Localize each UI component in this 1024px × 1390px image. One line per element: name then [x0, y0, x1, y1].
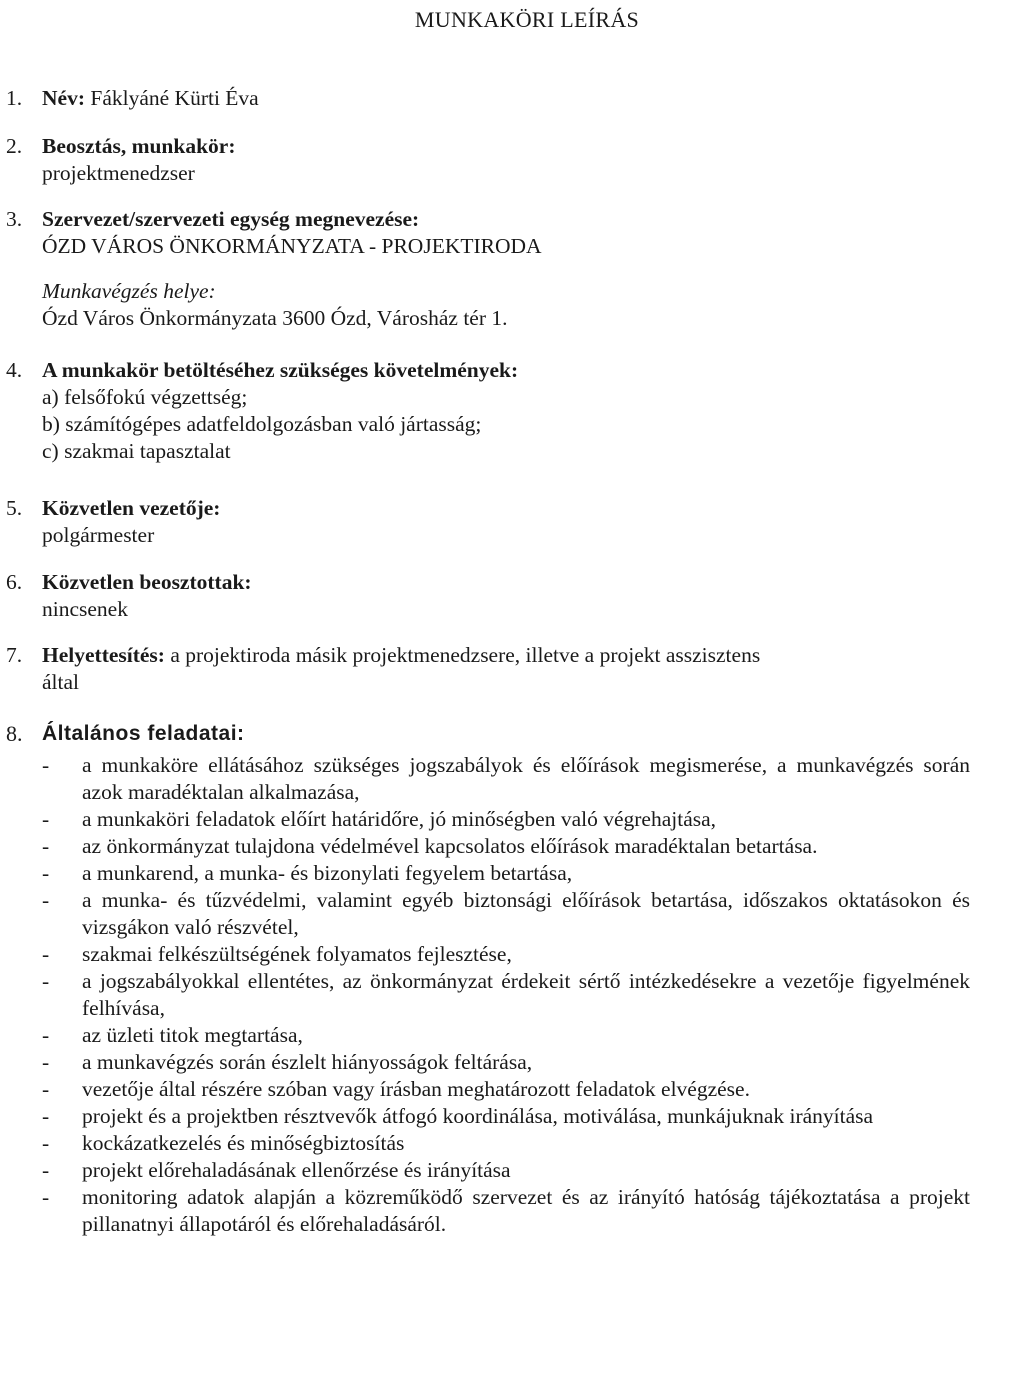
- task-item: - vezetője által részére szóban vagy írásban meghatározott feladatok elvégzése.: [42, 1077, 750, 1101]
- section-number: 4.: [6, 358, 23, 382]
- requirement-item: b) számítógépes adatfeldolgozásban való jártasság;: [42, 412, 482, 436]
- task-item: - szakmai felkészültségének folyamatos fejlesztése,: [42, 942, 512, 966]
- workplace-value: Ózd Város Önkormányzata 3600 Ózd, Városház tér 1.: [42, 306, 508, 330]
- document-title: MUNKAKÖRI LEÍRÁS: [414, 7, 640, 32]
- subordinates-value: nincsenek: [42, 597, 128, 621]
- task-item: - a jogszabályokkal ellentétes, az önkormányzat érdekeit sértő intézkedésekre a vezetője figyelmének felhívása,: [42, 969, 970, 1020]
- section-number: 6.: [6, 570, 23, 594]
- employee-name: Fáklyáné Kürti Éva: [90, 86, 259, 110]
- task-item: - projekt és a projektben résztvevők átfogó koordinálása, motiválása, munkájuknak irányítása: [42, 1104, 874, 1128]
- task-item: - monitoring adatok alapján a közreműködő szervezet és az irányító hatóság tájékoztatása a projekt pillanatnyi állapotáról és előrehaladásáról.: [42, 1185, 970, 1236]
- organization-value: ÓZD VÁROS ÖNKORMÁNYZATA - PROJEKTIRODA: [42, 234, 542, 258]
- substitution-value-cont: által: [42, 670, 80, 694]
- position-value: projektmenedzser: [42, 161, 195, 185]
- task-list: [42, 752, 970, 1238]
- section-number: 5.: [6, 496, 23, 520]
- section-number: 1.: [6, 86, 23, 110]
- requirement-item: a) felsőfokú végzettség;: [42, 385, 248, 409]
- task-item: - projekt előrehaladásának ellenőrzése és irányítása: [42, 1158, 511, 1182]
- supervisor-value: polgármester: [42, 523, 155, 547]
- section-heading: Közvetlen vezetője:: [42, 496, 221, 520]
- task-item: - az önkormányzat tulajdona védelmével kapcsolatos előírások maradéktalan betartása.: [42, 834, 818, 858]
- task-item: - a munkaköri feladatok előírt határidőre, jó minőségben való végrehajtása,: [42, 807, 717, 831]
- section-heading: Szervezet/szervezeti egység megnevezése:: [42, 207, 420, 231]
- section-heading: Közvetlen beosztottak:: [42, 570, 252, 594]
- substitution-value: a projektiroda másik projektmenedzsere, illetve a projekt asszisztens: [170, 643, 761, 667]
- section-heading: Helyettesítés:: [42, 643, 165, 667]
- task-item: - a munkaköre ellátásához szükséges jogszabályok és előírások megismerése, a munkavégzés során azok maradéktalan alkalmazása,: [42, 753, 970, 804]
- task-item: - a munkarend, a munka- és bizonylati fegyelem betartása,: [42, 861, 573, 885]
- task-item: - a munkavégzés során észlelt hiányosságok feltárása,: [42, 1050, 533, 1074]
- workplace-label: Munkavégzés helye:: [42, 279, 216, 303]
- task-item: - az üzleti titok megtartása,: [42, 1023, 303, 1047]
- requirement-item: c) szakmai tapasztalat: [42, 439, 231, 463]
- section-number: 8.: [6, 721, 23, 746]
- section-heading: A munkakör betöltéséhez szükséges követelmények:: [42, 358, 519, 382]
- section-heading: Név:: [42, 86, 85, 110]
- section-number: 7.: [6, 643, 23, 667]
- section-number: 2.: [6, 134, 23, 158]
- task-item: - a munka- és tűzvédelmi, valamint egyéb biztonsági előírások betartása, időszakos oktatásokon és vizsgákon való részvétel,: [42, 888, 970, 939]
- section-number: 3.: [6, 207, 23, 231]
- task-item: - kockázatkezelés és minőségbiztosítás: [42, 1131, 405, 1155]
- section-heading: Beosztás, munkakör:: [42, 134, 236, 158]
- section-heading: Általános feladatai:: [42, 722, 245, 745]
